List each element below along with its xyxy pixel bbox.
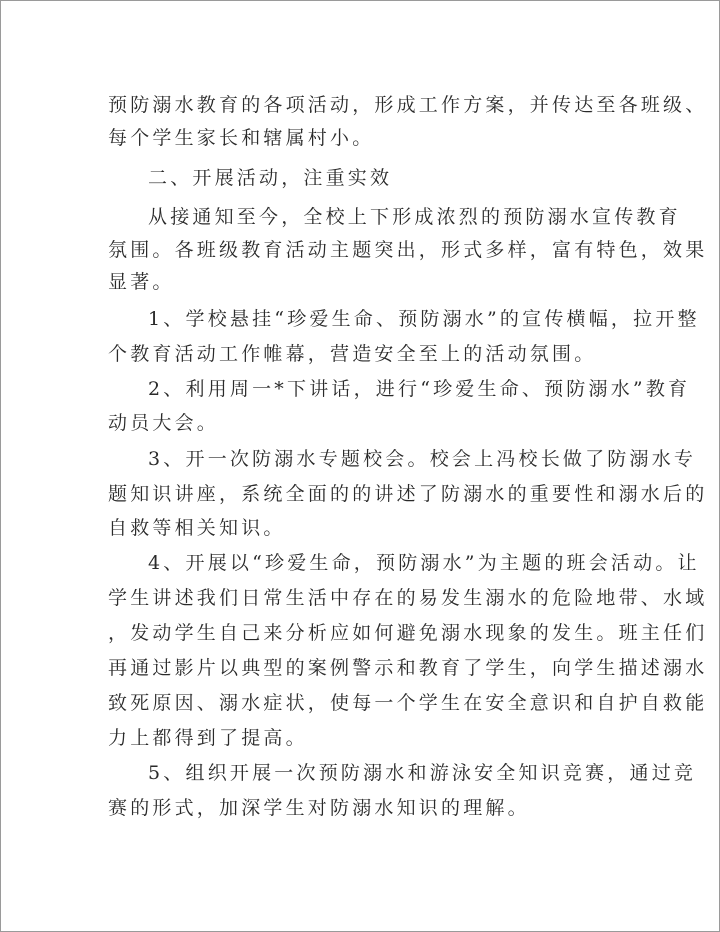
text-line: 2、利用周一*下讲话，进行“珍爱生命、预防溺水”教育 [148, 378, 691, 400]
text-line: 显著。 [108, 271, 175, 293]
text-line: 学生讲述我们日常生活中存在的易发生溺水的危险地带、水域 [108, 587, 708, 609]
text-line: 预防溺水教育的各项活动，形成工作方案，并传达至各班级、 [108, 94, 708, 116]
text-line: 致死原因、溺水症状，使每一个学生在安全意识和自护自救能 [108, 692, 708, 714]
text-line: 力上都得到了提高。 [108, 727, 308, 749]
text-line: 再通过影片以典型的案例警示和教育了学生，向学生描述溺水 [108, 657, 708, 679]
text-line: 动员大会。 [108, 412, 220, 434]
text-line: ，发动学生自己来分析应如何避免溺水现象的发生。班主任们 [108, 622, 708, 644]
text-line: 从接通知至今，全校上下形成浓烈的预防溺水宣传教育 [148, 206, 681, 228]
text-line: 赛的形式，加深学生对防溺水知识的理解。 [108, 797, 530, 819]
text-line: 氛围。各班级教育活动主题突出，形式多样，富有特色，效果 [108, 239, 708, 261]
text-line: 每个学生家长和辖属村小。 [108, 127, 375, 149]
text-line: 4、开展以“珍爱生命，预防溺水”为主题的班会活动。让 [148, 552, 700, 574]
text-line: 1、学校悬挂“珍爱生命、预防溺水”的宣传横幅，拉开整 [148, 308, 700, 330]
text-line: 5、组织开展一次预防溺水和游泳安全知识竞赛，通过竞 [148, 762, 697, 784]
text-line: 个教育活动工作帷幕，营造安全至上的活动氛围。 [108, 343, 597, 365]
section-heading: 二、开展活动，注重实效 [148, 167, 393, 189]
text-line: 自救等相关知识。 [108, 517, 286, 539]
text-line: 题知识讲座，系统全面的的讲述了防溺水的重要性和溺水后的 [108, 483, 708, 505]
text-line: 3、开一次防溺水专题校会。校会上冯校长做了防溺水专 [148, 448, 697, 470]
